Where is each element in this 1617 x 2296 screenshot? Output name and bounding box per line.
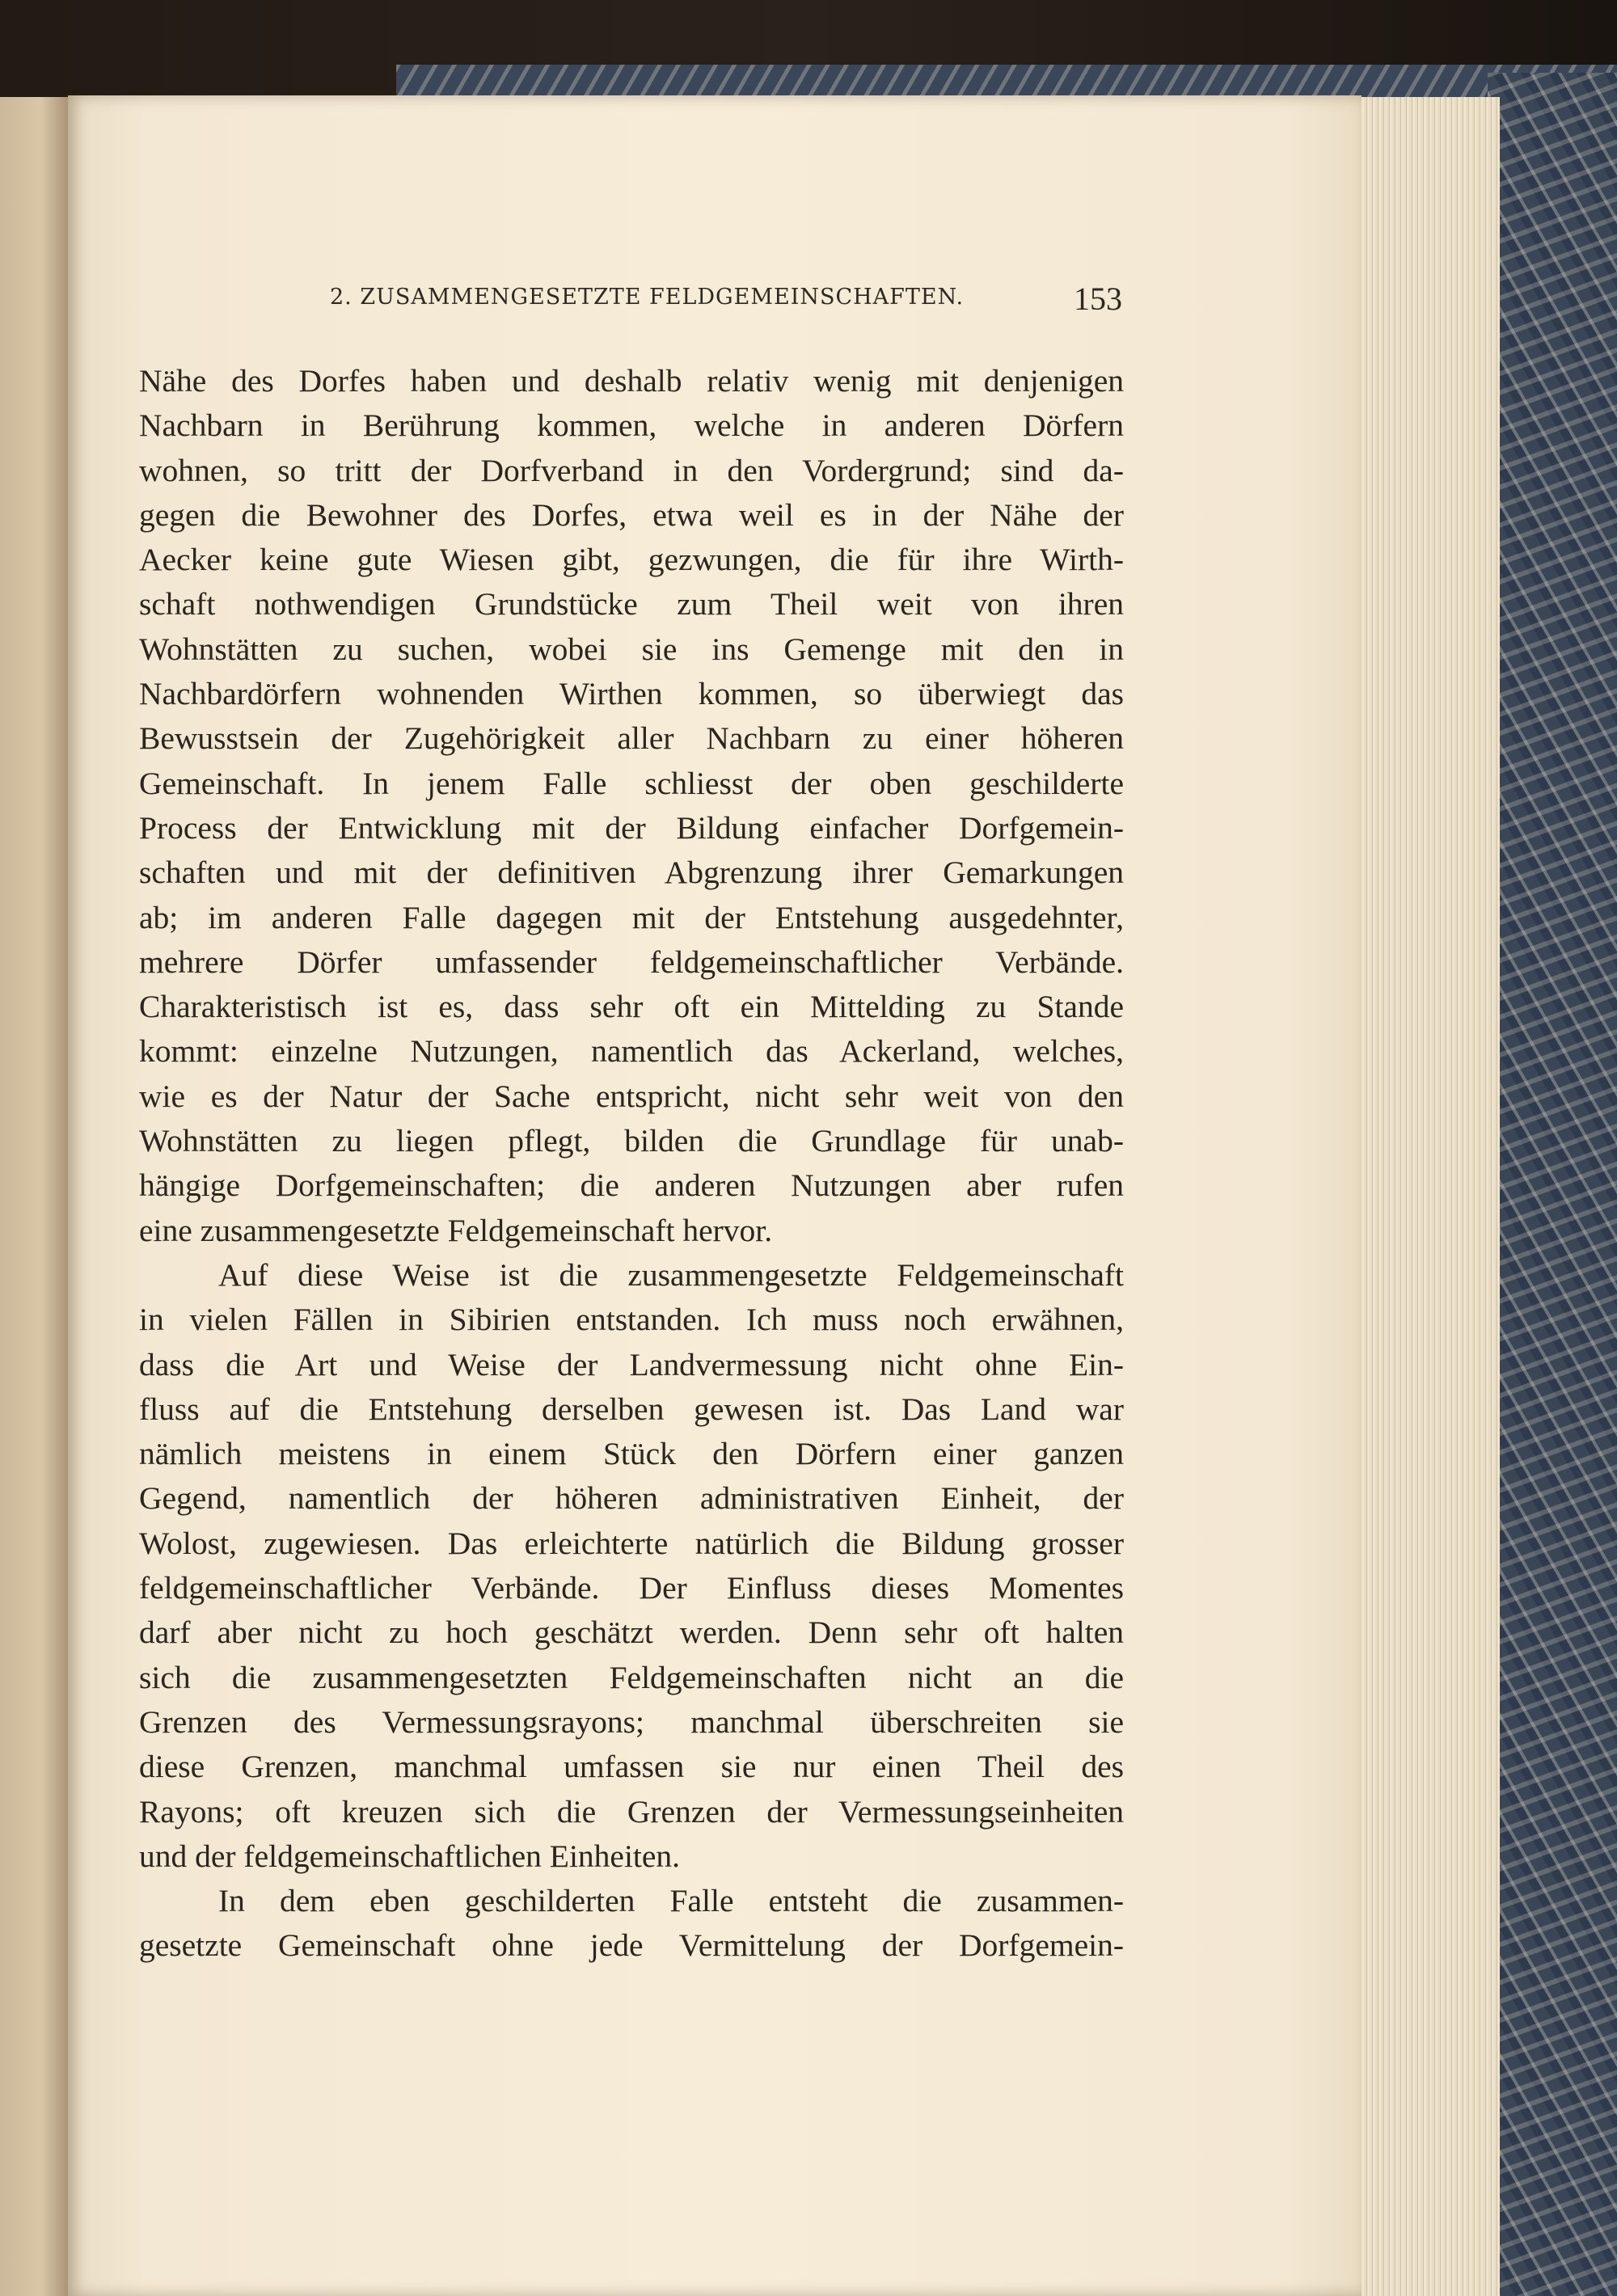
text-line: Rayons; oft kreuzen sich die Grenzen der Vermessungseinheiten xyxy=(139,1793,1124,1830)
text-line: Nähe des Dorfes haben und deshalb relativ wenig mit denjenigen xyxy=(139,363,1124,399)
text-line: und der feldgemeinschaftlichen Einheiten. xyxy=(139,1838,681,1874)
text-line: wohnen, so tritt der Dorfverband in den Vordergrund; sind da- xyxy=(139,452,1124,488)
text-line: Wohnstätten zu liegen pflegt, bilden die Grundlage für unab- xyxy=(139,1123,1124,1159)
text-line: Auf diese Weise ist die zusammengesetzte Feldgemeinschaft xyxy=(218,1256,1124,1293)
text-line: sich die zusammengesetzten Feldgemeinschaften nicht an die xyxy=(139,1659,1124,1695)
page-header xyxy=(330,281,1122,325)
text-line: Wohnstätten zu suchen, wobei sie ins Gemenge mit den in xyxy=(139,631,1124,667)
text-line: schaft nothwendigen Grundstücke zum Theil weit von ihren xyxy=(139,586,1124,623)
text-line: eine zusammengesetzte Feldgemeinschaft hervor. xyxy=(139,1212,773,1248)
facing-page-edge xyxy=(0,97,68,2296)
text-line: Gegend, namentlich der höheren administrativen Einheit, der xyxy=(139,1480,1124,1517)
running-head: 2. ZUSAMMENGESETZTE FELDGEMEINSCHAFTEN. xyxy=(330,285,965,310)
text-line: gesetzte Gemeinschaft ohne jede Vermittelung der Dorfgemein- xyxy=(139,1927,1124,1964)
page-block-edges xyxy=(1358,97,1500,2296)
text-line: ab; im anderen Falle dagegen mit der Entstehung ausgedehnter, xyxy=(139,899,1124,935)
text-line: hängige Dorfgemeinschaften; die anderen Nutzungen aber rufen xyxy=(139,1167,1124,1204)
text-line: schaften und mit der definitiven Abgrenzung ihrer Gemarkungen xyxy=(139,855,1124,891)
text-line: Process der Entwicklung mit der Bildung einfacher Dorfgemein- xyxy=(139,809,1124,846)
page-number: 153 xyxy=(1074,281,1122,317)
text-line: Grenzen des Vermessungsrayons; manchmal überschreiten sie xyxy=(139,1703,1124,1740)
text-line: nämlich meistens in einem Stück den Dörfern einer ganzen xyxy=(139,1436,1124,1472)
text-line: Bewusstsein der Zugehörigkeit aller Nachbarn zu einer höheren xyxy=(139,720,1124,757)
text-line: in vielen Fällen in Sibirien entstanden. Ich muss noch erwähnen, xyxy=(139,1302,1124,1338)
book-cover-marbled-edge xyxy=(1488,73,1617,2296)
text-line: diese Grenzen, manchmal umfassen sie nur einen Theil des xyxy=(139,1749,1124,1785)
text-line: Gemeinschaft. In jenem Falle schliesst der oben geschilderte xyxy=(139,765,1124,801)
text-line: Wolost, zugewiesen. Das erleichterte natürlich die Bildung grosser xyxy=(139,1525,1124,1561)
text-line: darf aber nicht zu hoch geschätzt werden. Denn sehr oft halten xyxy=(139,1614,1124,1651)
text-line: mehrere Dörfer umfassender feldgemeinschaftlicher Verbände. xyxy=(139,943,1124,980)
text-line: wie es der Natur der Sache entspricht, nicht sehr weit von den xyxy=(139,1078,1124,1114)
text-line: fluss auf die Entstehung derselben gewesen ist. Das Land war xyxy=(139,1391,1124,1427)
text-line: Charakteristisch ist es, dass sehr oft ein Mittelding zu Stande xyxy=(139,989,1124,1025)
text-line: dass die Art und Weise der Landvermessung nicht ohne Ein- xyxy=(139,1346,1124,1382)
text-line: Nachbarn in Berührung kommen, welche in anderen Dörfern xyxy=(139,407,1124,444)
text-line: Aecker keine gute Wiesen gibt, gezwungen, die für ihre Wirth- xyxy=(139,542,1124,578)
text-line: In dem eben geschilderten Falle entsteht die zusammen- xyxy=(218,1883,1124,1919)
text-line: gegen die Bewohner des Dorfes, etwa weil es in der Nähe der xyxy=(139,496,1124,533)
text-line: Nachbardörfern wohnenden Wirthen kommen, so überwiegt das xyxy=(139,676,1124,712)
text-line: kommt: einzelne Nutzungen, namentlich das Ackerland, welches, xyxy=(139,1033,1124,1070)
text-line: feldgemeinschaftlicher Verbände. Der Einfluss dieses Momentes xyxy=(139,1570,1124,1606)
body-text xyxy=(139,359,1124,1969)
